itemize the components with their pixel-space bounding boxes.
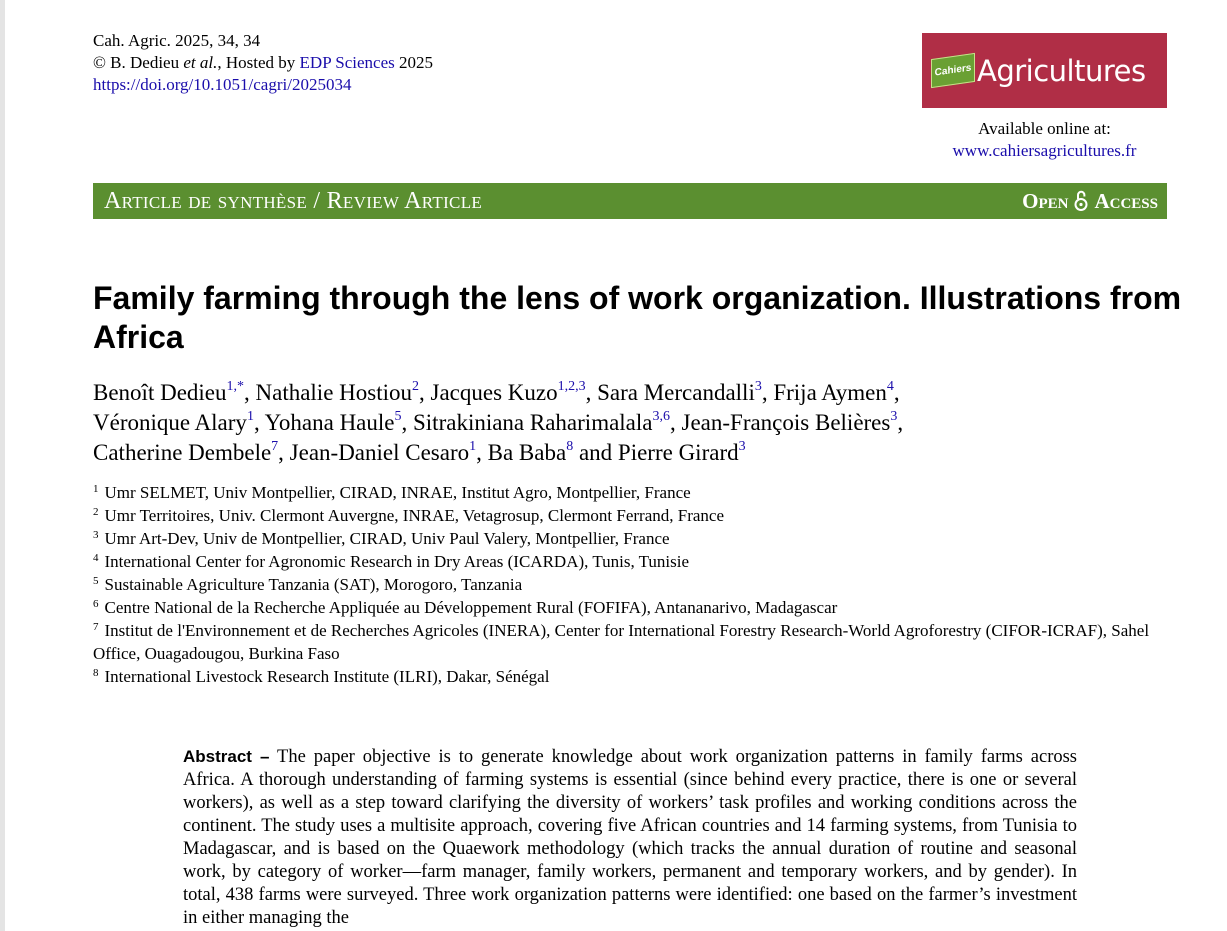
- affiliation-item: [93, 504, 1173, 527]
- affiliation-number: 8: [93, 667, 99, 679]
- affiliation-number: 6: [93, 598, 99, 610]
- author-affiliation-ref[interactable]: 1: [246, 409, 254, 424]
- affiliation-number: 3: [93, 529, 99, 541]
- open-access-badge: Open Access: [1022, 188, 1158, 213]
- author-name: Yohana Haule: [264, 410, 395, 435]
- author-name: Sara Mercandalli: [597, 380, 755, 405]
- open-lock-icon: [1074, 190, 1088, 212]
- affiliation-item: [93, 665, 1173, 688]
- author-separator: and: [573, 440, 618, 465]
- journal-website-link[interactable]: www.cahiersagricultures.fr: [952, 141, 1137, 160]
- author-separator: ,: [761, 380, 774, 405]
- logo-wordmark: Agricultures: [977, 53, 1146, 88]
- author-affiliation-ref[interactable]: 5: [394, 409, 402, 424]
- author-affiliation-ref[interactable]: 1: [469, 439, 477, 454]
- et-al: et al.: [183, 53, 218, 72]
- author-name: Catherine Dembele: [93, 440, 272, 465]
- affiliation-list: [93, 481, 1173, 688]
- author-name: Frija Aymen: [773, 380, 887, 405]
- citation-block: [93, 30, 433, 96]
- availability-block: [922, 118, 1167, 162]
- author-affiliation-ref[interactable]: 3,6: [652, 409, 670, 424]
- affiliation-number: 2: [93, 506, 99, 518]
- affiliation-text: International Center for Agronomic Research in Dry Areas (ICARDA), Tunis, Tunisie: [104, 552, 690, 571]
- author-name: Benoît Dedieu: [93, 380, 227, 405]
- author-separator: ,: [585, 380, 598, 405]
- affiliation-item: [93, 619, 1173, 665]
- copyright-line: © B. Dedieu et al., Hosted by EDP Sciences 2025: [93, 53, 433, 72]
- affiliation-item: [93, 550, 1173, 573]
- author-name: Véronique Alary: [93, 410, 247, 435]
- affiliation-text: Umr Territoires, Univ. Clermont Auvergne, INRAE, Vetagrosup, Clermont Ferrand, France: [104, 506, 725, 525]
- affiliation-item: [93, 596, 1173, 619]
- author-affiliation-ref[interactable]: 7: [271, 439, 279, 454]
- author-affiliation-ref[interactable]: 1,*: [226, 379, 244, 394]
- author-affiliation-ref[interactable]: 1,2,3: [557, 379, 586, 394]
- publisher-link[interactable]: EDP Sciences: [299, 53, 395, 72]
- journal-logo[interactable]: [922, 33, 1167, 108]
- affiliation-item: [93, 527, 1173, 550]
- affiliation-text: Institut de l'Environnement et de Recherches Agricoles (INERA), Center for International Forestry Research-World Agroforestry (CIFOR-ICRAF), Sahel Office, Ouagadougou, Burkina Faso: [93, 621, 1150, 663]
- article-type: Article de synthèse / Review Article: [104, 187, 483, 214]
- availability-label: Available online at:: [978, 119, 1111, 138]
- affiliation-text: International Livestock Research Institute (ILRI), Dakar, Sénégal: [104, 667, 550, 686]
- abstract-label: Abstract –: [183, 747, 270, 766]
- author-affiliation-ref[interactable]: 3: [890, 409, 898, 424]
- author-affiliation-ref[interactable]: 8: [566, 439, 574, 454]
- affiliation-number: 4: [93, 552, 99, 564]
- author-separator: ,: [419, 380, 431, 405]
- author-affiliation-ref[interactable]: 4: [886, 379, 894, 394]
- author-affiliation-ref[interactable]: 2: [412, 379, 419, 394]
- abstract: [183, 745, 1077, 930]
- author-separator: ,: [897, 410, 904, 435]
- affiliation-item: [93, 481, 1173, 504]
- author-separator: ,: [278, 440, 290, 465]
- book-icon: Cahiers: [931, 53, 975, 88]
- author-name: Pierre Girard: [617, 440, 739, 465]
- author-separator: ,: [893, 380, 900, 405]
- author-name: Jacques Kuzo: [430, 380, 558, 405]
- author-name: Sitrakiniana Raharimalala: [413, 410, 653, 435]
- affiliation-number: 1: [93, 483, 99, 495]
- author-name: Jean-Daniel Cesaro: [289, 440, 470, 465]
- author-affiliation-ref[interactable]: 3: [738, 439, 746, 454]
- doi-link[interactable]: https://doi.org/10.1051/cagri/2025034: [93, 75, 352, 94]
- page-edge: [0, 0, 5, 931]
- affiliation-item: [93, 573, 1173, 596]
- affiliation-text: Umr SELMET, Univ Montpellier, CIRAD, INRAE, Institut Agro, Montpellier, France: [104, 483, 691, 502]
- journal-citation: Cah. Agric. 2025, 34, 34: [93, 31, 261, 50]
- author-name: Nathalie Hostiou: [255, 380, 412, 405]
- affiliation-number: 5: [93, 575, 99, 587]
- author-separator: ,: [670, 410, 682, 435]
- author-name: Jean-François Belières: [681, 410, 891, 435]
- affiliation-text: Umr Art-Dev, Univ de Montpellier, CIRAD, Univ Paul Valery, Montpellier, France: [104, 529, 670, 548]
- author-list: [93, 378, 1183, 468]
- author-separator: ,: [476, 440, 488, 465]
- author-affiliation-ref[interactable]: 3: [754, 379, 762, 394]
- affiliation-text: Sustainable Agriculture Tanzania (SAT), Morogoro, Tanzania: [104, 575, 523, 594]
- author-separator: ,: [253, 410, 265, 435]
- abstract-text: The paper objective is to generate knowledge about work organization patterns in family farms across Africa. A thorough understanding of farming systems is essential (since behind every practice, there is one or several workers), as well as a step toward clarifying the diversity of workers’ task profiles and working conditions across the continent. The study uses a multisite approach, covering five African countries and 14 farming systems, from Tunisia to Madagascar, and is based on the Quaework methodology (which tracks the annual duration of routine and seasonal work, by category of worker—farm manager, family workers, permanent and temporary workers, and by gender). In total, 438 farms were surveyed. Three work organization patterns were identified: one based on the farmer’s investment in either managing the: [183, 747, 1078, 928]
- author-separator: ,: [244, 380, 256, 405]
- author-separator: ,: [401, 410, 413, 435]
- article-type-banner: [93, 183, 1167, 219]
- author-name: Ba Baba: [487, 440, 567, 465]
- article-title: Family farming through the lens of work organization. Illustrations from Africa: [93, 280, 1182, 355]
- affiliation-number: 7: [93, 621, 99, 633]
- affiliation-text: Centre National de la Recherche Appliquée au Développement Rural (FOFIFA), Antananarivo, Madagascar: [104, 598, 838, 617]
